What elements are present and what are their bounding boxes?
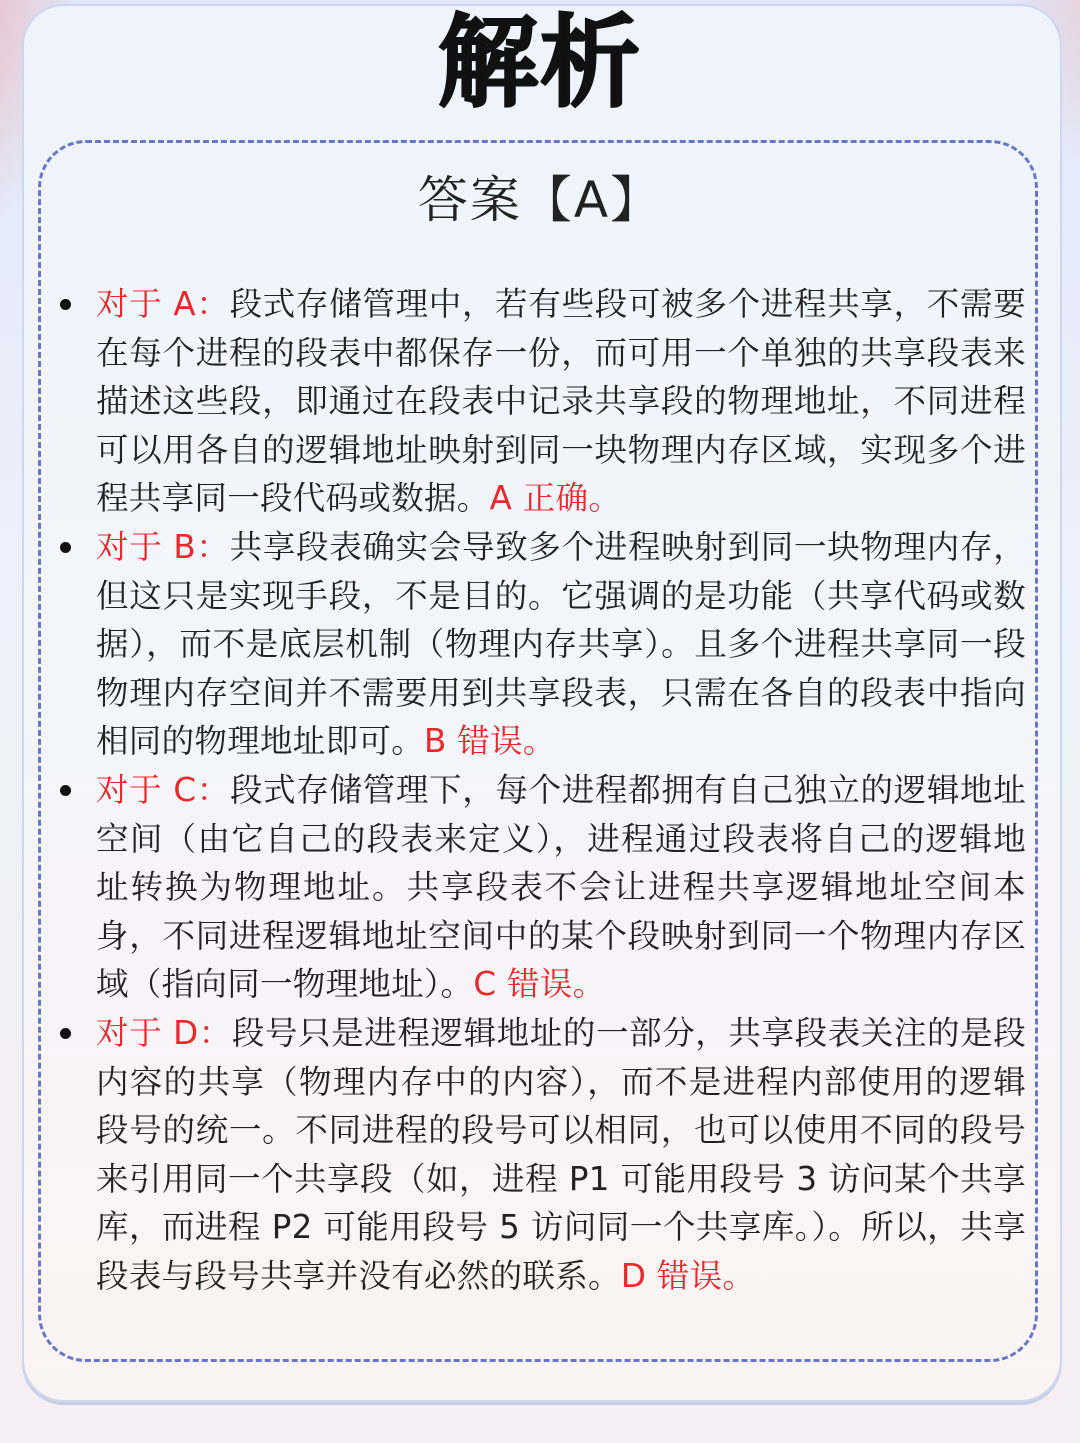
item-label: 对于 C： xyxy=(96,770,230,809)
analysis-item-a xyxy=(96,280,1026,523)
analysis-item-b xyxy=(96,523,1026,766)
item-verdict: B 错误。 xyxy=(424,722,556,761)
bullet-icon xyxy=(60,785,71,796)
item-label: 对于 A： xyxy=(96,285,230,323)
bullet-icon xyxy=(60,1028,71,1039)
item-text: 段式存储管理下，每个进程都拥有自己独立的逻辑地址空间（由它自己的段表来定义），进程通过段表将自己的逻辑地址转换为物理地址。共享段表不会让进程共享逻辑地址空间本身，不同进程逻辑地址空间中的某个段映射到同一个物理内存区域（指向同一物理地址）。 xyxy=(96,770,1026,1004)
item-verdict: C 错误。 xyxy=(473,965,606,1004)
analysis-item-c xyxy=(96,766,1026,1009)
analysis-item-d xyxy=(96,1009,1026,1301)
page-title: 解析 xyxy=(438,4,642,121)
item-text: 段式存储管理中，若有些段可被多个进程共享，不需要在每个进程的段表中都保存一份，而可用一个单独的共享段表来描述这些段，即通过在段表中记录共享段的物理地址，不同进程可以用各自的逻辑地址映射到同一块物理内存区域，实现多个进程共享同一段代码或数据。 xyxy=(96,285,1026,518)
item-label: 对于 D： xyxy=(96,1013,232,1052)
item-label: 对于 B： xyxy=(96,527,230,566)
item-verdict: A 正确。 xyxy=(489,479,622,518)
item-text: 共享段表确实会导致多个进程映射到同一块物理内存，但这只是实现手段，不是目的。它强调的是功能（共享代码或数据），而不是底层机制（物理内存共享）。且多个进程共享同一段物理内存空间并不需要用到共享段表，只需在各自的段表中指向相同的物理地址即可。 xyxy=(96,527,1026,761)
item-text: 段号只是进程逻辑地址的一部分，共享段表关注的是段内容的共享（物理内存中的内容），而不是进程内部使用的逻辑段号的统一。不同进程的段号可以相同，也可以使用不同的段号来引用同一个共享段（如，进程 P1 可能用段号 3 访问某个共享库，而进程 P2 可能用段号 5 访问同一个共享库。）。所以，共享段表与段号共享并没有必然的联系。 xyxy=(96,1013,1027,1295)
answer-label: 答案【A】 xyxy=(417,171,663,229)
analysis-list xyxy=(96,280,1026,1300)
bullet-icon xyxy=(60,299,71,310)
bullet-icon xyxy=(60,542,71,553)
item-verdict: D 错误。 xyxy=(620,1256,756,1295)
